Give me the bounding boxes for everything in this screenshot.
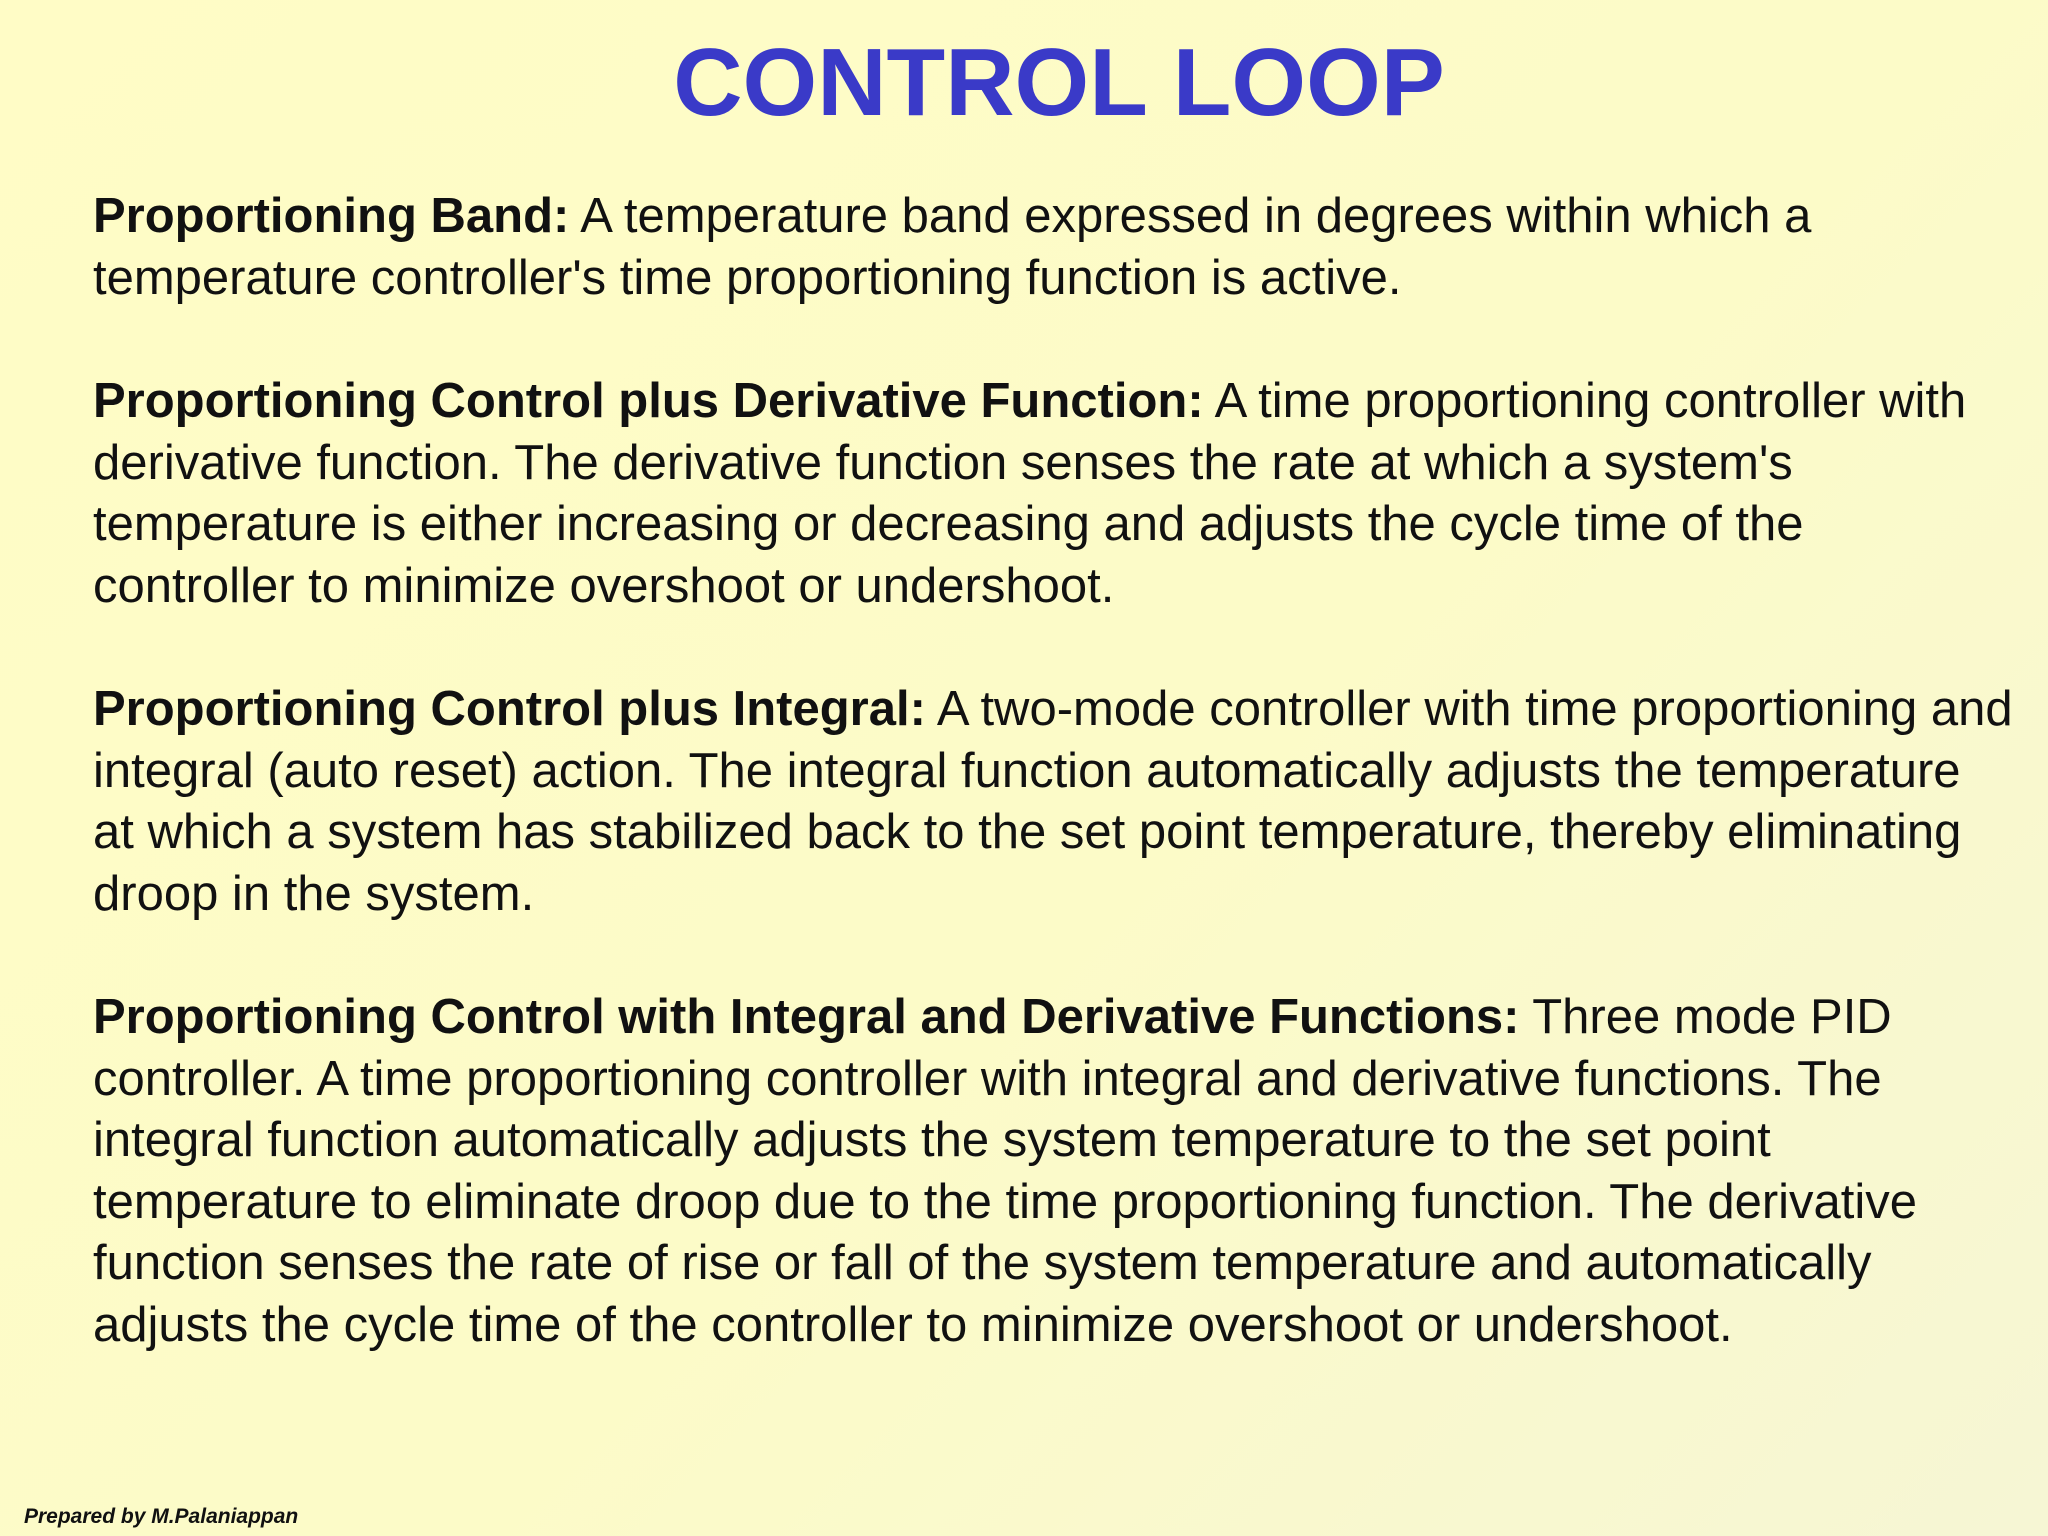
definition-term: Proportioning Control plus Derivative Function:	[93, 374, 1204, 428]
definition-text: A two-mode controller with time proportioning and integral (auto reset) action. The integral function automatically adjusts the temperature at which a system has stabilized back to the set point temperature, thereby eliminating droop in the system.	[93, 682, 2013, 921]
definition-proportioning-integral	[93, 679, 2013, 925]
definition-proportioning-derivative	[93, 371, 2013, 617]
definitions-list	[93, 186, 2013, 1418]
definition-proportioning-band	[93, 186, 2013, 309]
definition-term: Proportioning Band:	[93, 189, 570, 243]
definition-text: A time proportioning controller with derivative function. The derivative function senses the rate at which a system's temperature is either increasing or decreasing and adjusts the cycle time of the controller to minimize overshoot or undershoot.	[93, 374, 1967, 613]
definition-text: A temperature band expressed in degrees within which a temperature controller's time proportioning function is active.	[93, 189, 1812, 305]
slide-title: CONTROL LOOP	[673, 29, 1445, 136]
definition-text: Three mode PID controller. A time proportioning controller with integral and derivative functions. The integral function automatically adjusts the system temperature to the set point temperature to eliminate droop due to the time proportioning function. The derivative function senses the rate of rise or fall of the system temperature and automatically adjusts the cycle time of the controller to minimize overshoot or undershoot.	[93, 990, 1918, 1352]
definition-proportioning-pid	[93, 987, 2013, 1356]
definition-term: Proportioning Control with Integral and Derivative Functions:	[93, 990, 1520, 1044]
definition-term: Proportioning Control plus Integral:	[93, 682, 926, 736]
author-credit: Prepared by M.Palaniappan	[24, 1505, 299, 1528]
